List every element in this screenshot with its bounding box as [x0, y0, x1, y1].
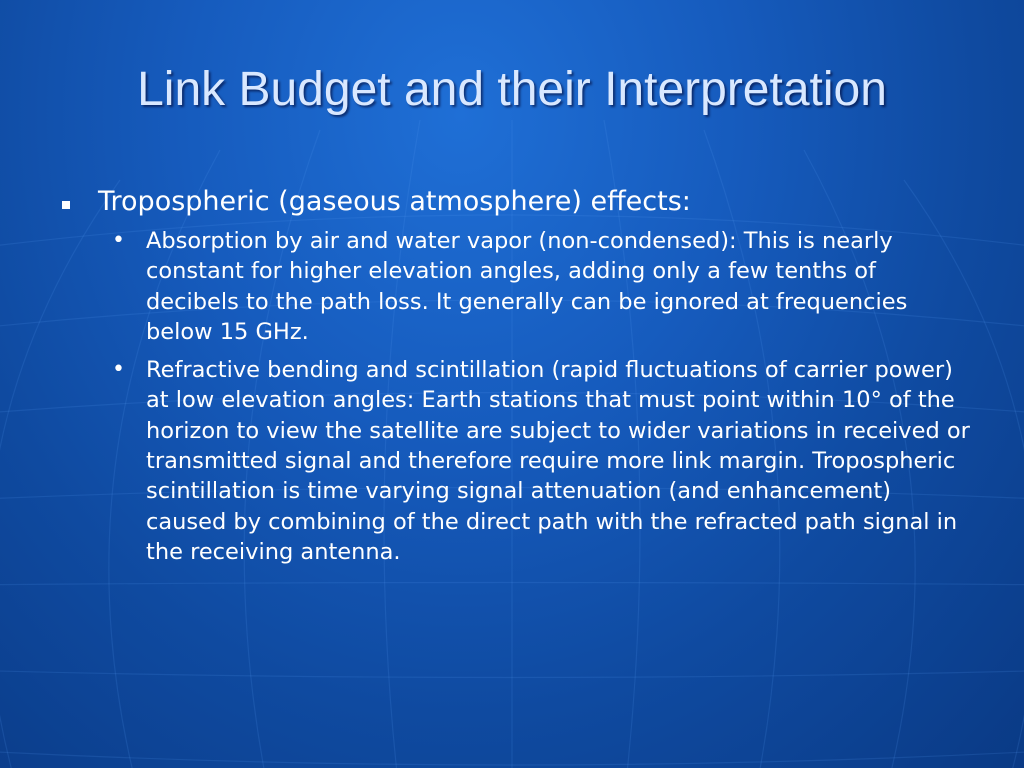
level2-bullet-text: Refractive bending and scintillation (rapid fluctuations of carrier power) at low elevation angles: Earth stations that must point within 10° of the horizon to view the satellite are subject to wider variations in received or transmitted signal and therefore require more link margin. Tropospheric scintillation is time varying signal attenuation (and enhancement) caused by combining of the direct path with the refracted path signal in the receiving antenna.: [146, 357, 970, 565]
level1-bullet: [62, 182, 972, 222]
level2-bullet: [112, 226, 972, 347]
dot-bullet-icon: •: [112, 228, 125, 253]
dot-bullet-icon: •: [112, 357, 125, 383]
level2-bullet-text: Absorption by air and water vapor (non-condensed): This is nearly constant for higher elevation angles, adding only a few tenths of decibels to the path loss. It generally can be ignored at frequencies below 15 GHz.: [146, 228, 908, 345]
square-bullet-icon: [62, 201, 70, 209]
level2-bullet: [112, 355, 972, 567]
level1-bullet-text: Tropospheric (gaseous atmosphere) effects:: [98, 186, 691, 217]
bullet-content: [62, 182, 972, 575]
level2-bullet-list: [112, 226, 972, 567]
slide-title: Link Budget and their Interpretation: [137, 63, 887, 116]
